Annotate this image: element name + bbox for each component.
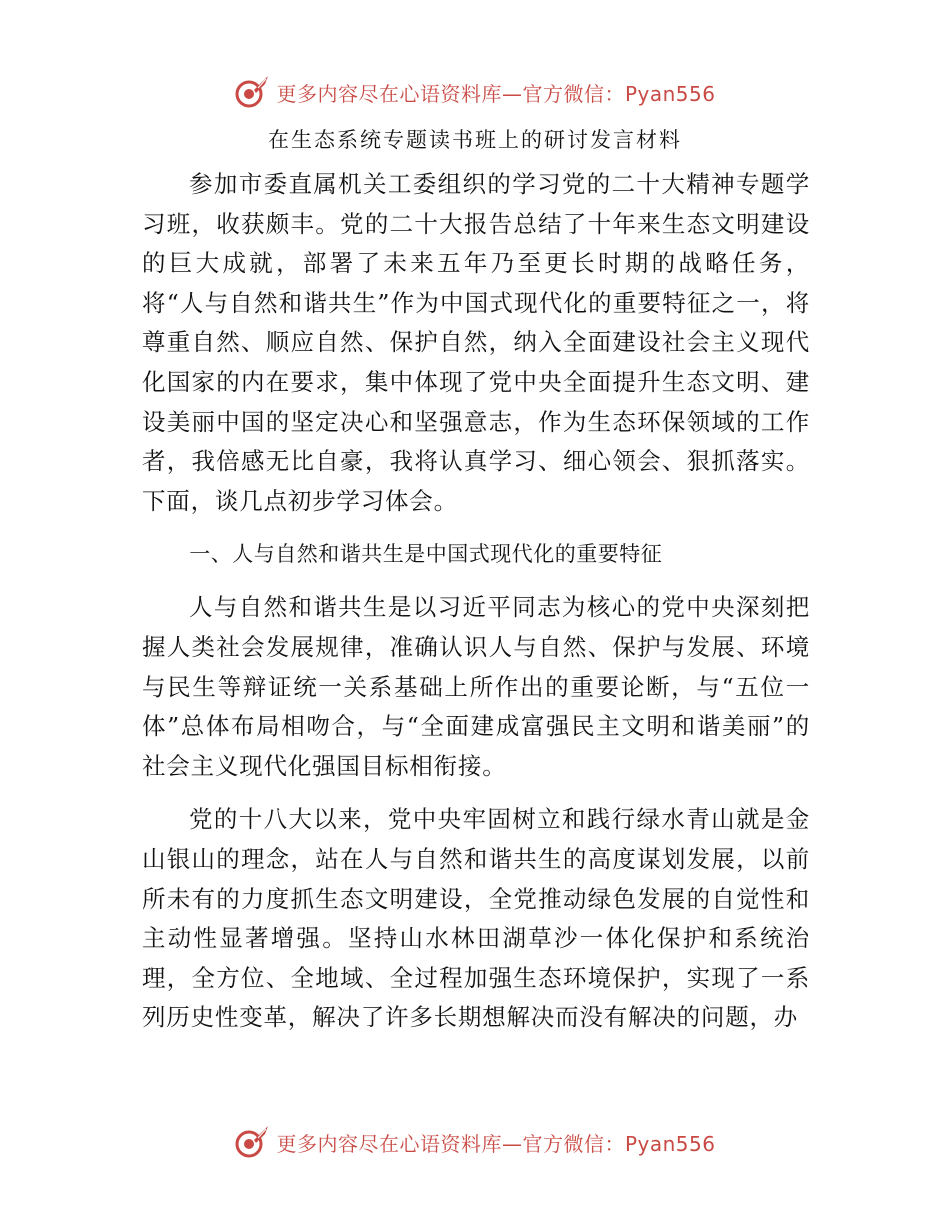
quill-seal-logo-icon — [234, 74, 270, 110]
header-watermark-text: 更多内容尽在心语资料库—官方微信：Pyan556 — [276, 81, 716, 106]
footer-watermark-text: 更多内容尽在心语资料库—官方微信：Pyan556 — [276, 1131, 716, 1156]
document-body — [142, 165, 810, 1038]
footer-watermark-banner — [0, 1122, 950, 1162]
header-watermark-banner — [0, 72, 950, 112]
document-title: 在生态系统专题读书班上的研讨发言材料 — [268, 128, 682, 152]
section-heading-1: 一、人与自然和谐共生是中国式现代化的重要特征 — [189, 542, 663, 567]
paragraph-section-1b: 党的十八大以来，党中央牢固树立和践行绿水青山就是金山银山的理念，站在人与自然和谐共生的高度谋划发展，以前所未有的力度抓生态文明建设，全党推动绿色发展的自觉性和主动性显著增强。坚持山水林田湖草沙一体化保护和系统治理，全方位、全地域、全过程加强生态环境保护，实现了一系列历史性变革，解决了许多长期想解决而没有解决的问题，办 — [142, 805, 810, 1032]
paragraph-section-1a: 人与自然和谐共生是以习近平同志为核心的党中央深刻把握人类社会发展规律，准确认识人与自然、保护与发展、环境与民生等辩证统一关系基础上所作出的重要论断，与“五位一体”总体布局相吻合，与“全面建成富强民主文明和谐美丽”的社会主义现代化强国目标相衔接。 — [142, 593, 810, 780]
paragraph-intro: 参加市委直属机关工委组织的学习党的二十大精神专题学习班，收获颇丰。党的二十大报告总结了十年来生态文明建设的巨大成就，部署了未来五年乃至更长时期的战略任务，将“人与自然和谐共生”作为中国式现代化的重要特征之一，将尊重自然、顺应自然、保护自然，纳入全面建设社会主义现代化国家的内在要求，集中体现了党中央全面提升生态文明、建设美丽中国的坚定决心和坚强意志，作为生态环保领域的工作者，我倍感无比自豪，我将认真学习、细心领会、狠抓落实。下面，谈几点初步学习体会。 — [142, 170, 810, 515]
quill-seal-logo-icon — [234, 1124, 270, 1160]
